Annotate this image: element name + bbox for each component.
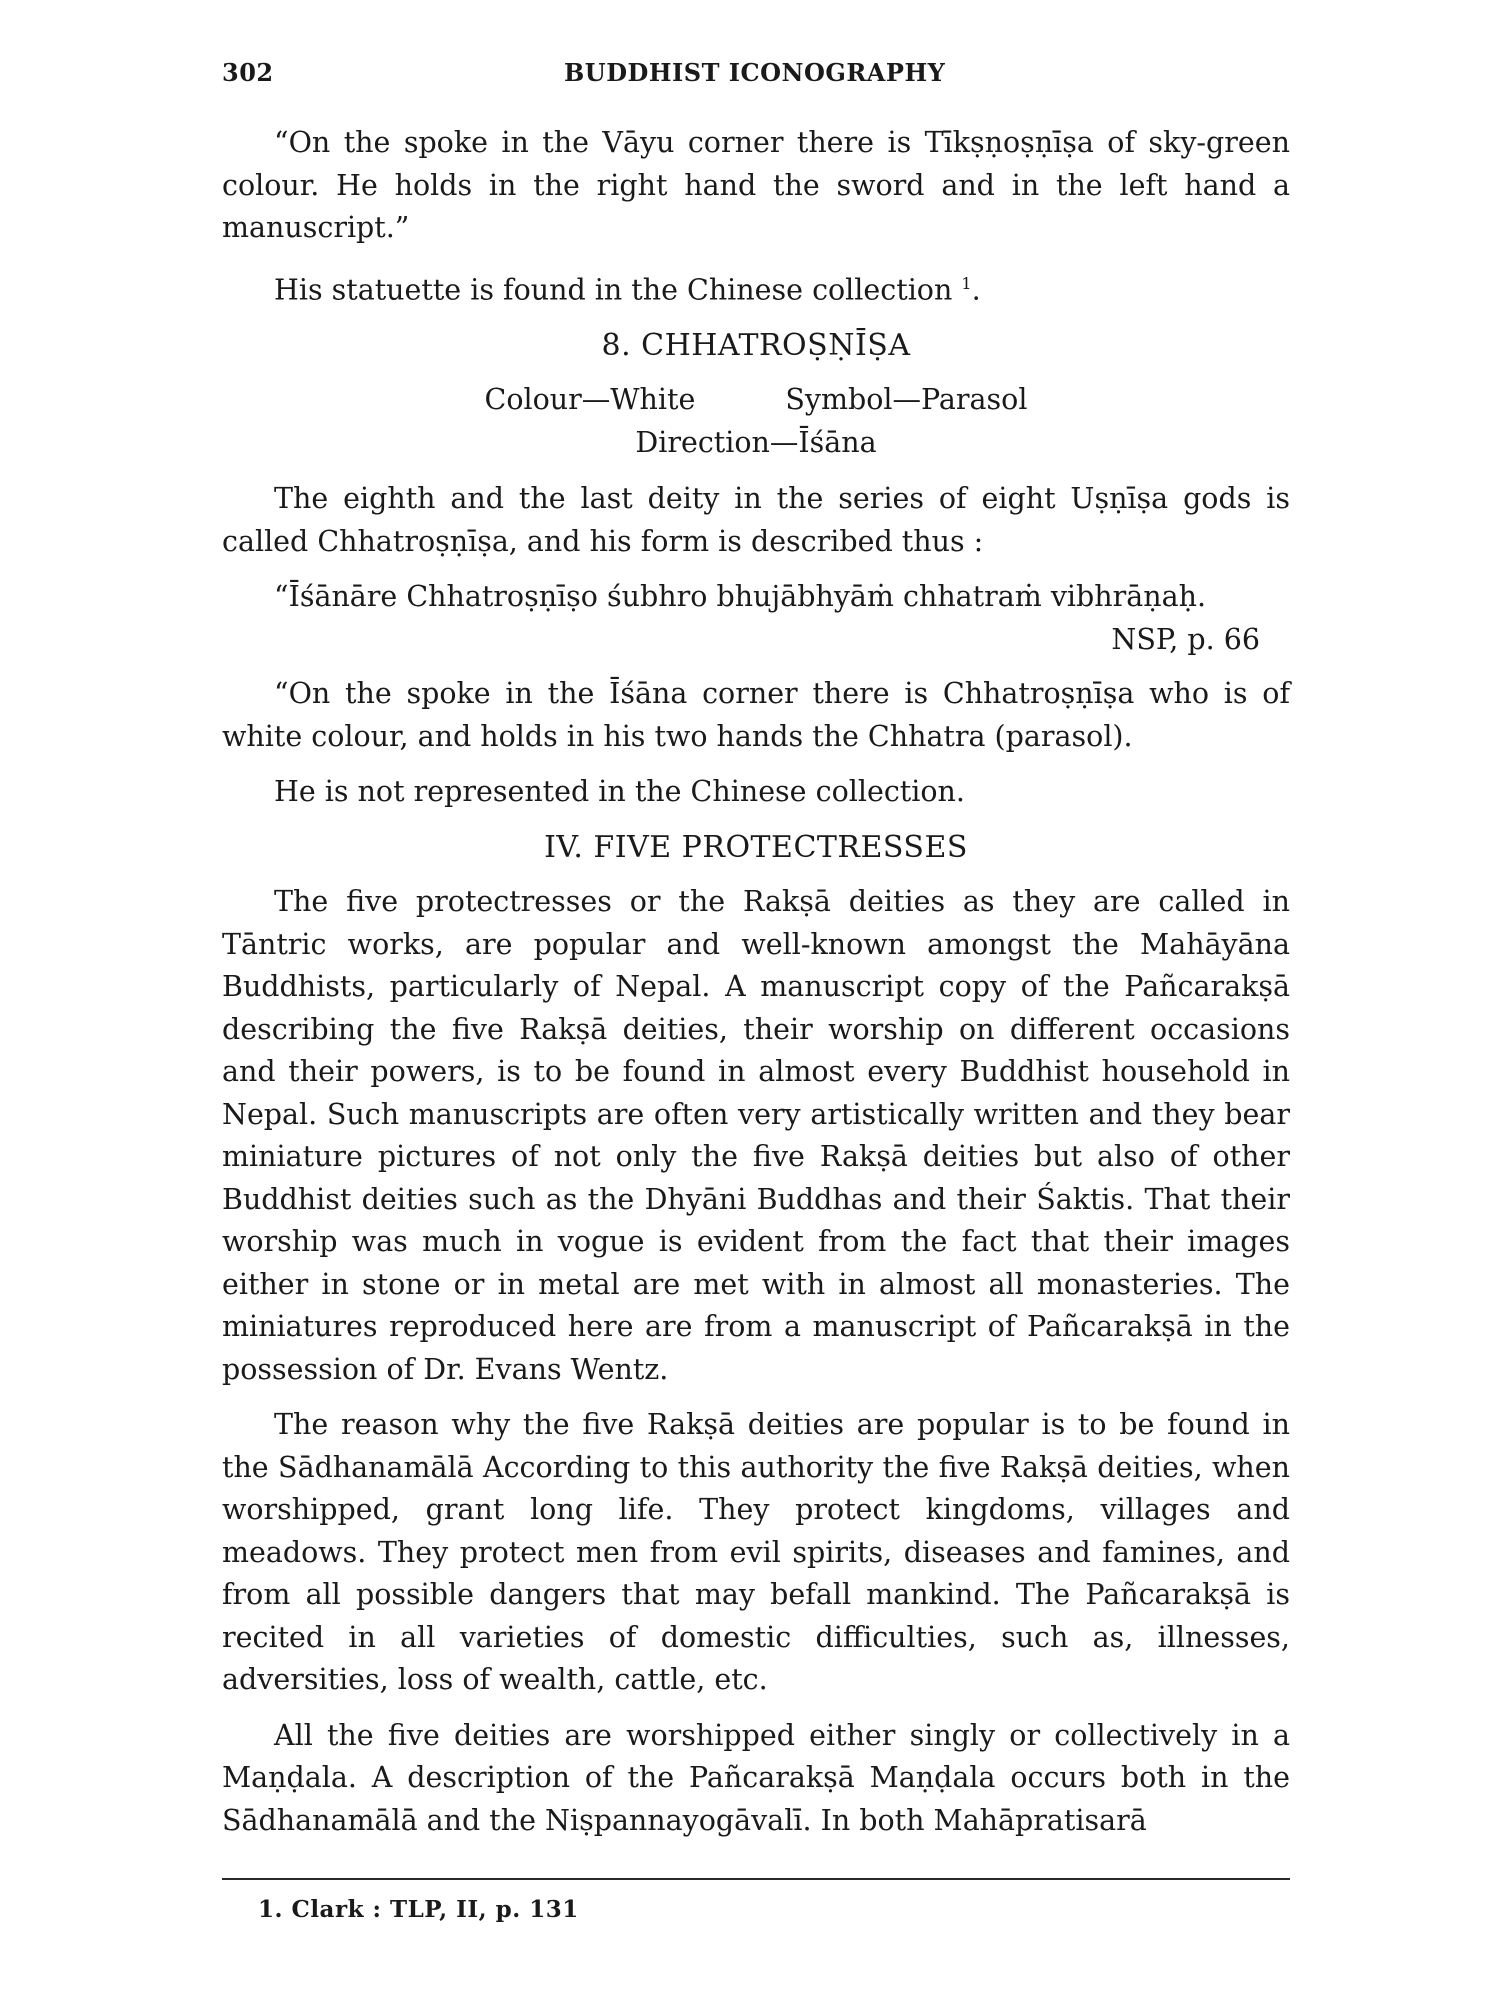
paragraph-isana-quote: “On the spoke in the Īśāna corner there is Chhatroṣṇīṣa who is of white colour, and holds in his two hands the Chhatra (parasol). <box>222 677 1290 753</box>
running-title: BUDDHIST ICONOGRAPHY <box>564 58 946 87</box>
deity-direction: Direction—Īśāna <box>635 425 877 459</box>
footnote-marker: 1 <box>961 273 972 293</box>
deity-attributes <box>222 379 1290 422</box>
paragraph-protectresses: The five protectresses or the Rakṣā deities as they are called in Tāntric works, are popular and well-known amongst the Mahāyāna Buddhists, particularly of Nepal. A manuscript copy of the Pañcarakṣā describing the five Rakṣā deities, their worship on different occasions and their powers, is to be found in almost every Buddhist household in Nepal. Such manuscripts are often very artistically written and they bear miniature pictures of not only the five Rakṣā deities but also of other Buddhist deities such as the Dhyāni Buddhas and their Śaktis. That their worship was much in vogue is evident from the fact that their images either in stone or in metal are met with in almost all monasteries. The miniatures reproduced here are from a manuscript of Pañcarakṣā in the possession of Dr. Evans Wentz. <box>222 885 1290 1386</box>
paragraph-not-represented: He is not represented in the Chinese collection. <box>274 775 965 808</box>
section-8-title: 8. CHHATROṢṆĪṢA <box>601 327 911 363</box>
paragraph-vayu-quote: “On the spoke in the Vāyu corner there is Tīkṣṇoṣṇīṣa of sky-green colour. He holds in the right hand the sword and in the left hand a manuscript.” <box>222 126 1290 244</box>
page-number: 302 <box>222 58 274 87</box>
paragraph-mandala: All the five deities are worshipped either singly or collectively in a Maṇḍala. A description of the Pañcarakṣā Maṇḍala occurs both in the Sādhanamālā and the Niṣpannayogāvalī. In both Mahāpratisarā <box>222 1718 1290 1837</box>
footnote-divider <box>222 1878 1290 1880</box>
paragraph-reason: The reason why the five Rakṣā deities are popular is to be found in the Sādhanamālā According to this authority the five Rakṣā deities, when worshipped, grant long life. They protect kingdoms, villages and meadows. They protect men from evil spirits, diseases and famines, and from all possible dangers that may befall mankind. The Pañcarakṣā is recited in all varieties of domestic difficulties, such as, illnesses, adversities, loss of wealth, cattle, etc. <box>222 1408 1290 1696</box>
main-text <box>222 122 1290 1855</box>
paragraph-statuette: His statuette is found in the Chinese collection $^1$. <box>274 273 981 306</box>
deity-colour: Colour—White <box>484 383 696 416</box>
deity-symbol: Symbol—Parasol <box>785 383 1028 416</box>
footnote: 1. Clark : TLP, II, p. 131 <box>258 1896 579 1923</box>
verse-citation: NSP, p. 66 <box>1111 622 1260 656</box>
paragraph-eighth-deity: The eighth and the last deity in the series of eight Uṣṇīṣa gods is called Chhatroṣṇīṣa, and his form is described thus : <box>222 482 1290 558</box>
section-iv-title: IV. FIVE PROTECTRESSES <box>544 829 968 865</box>
statuette-text: His statuette is found in the Chinese collection <box>274 273 953 306</box>
sanskrit-verse: “Īśānāre Chhatroṣṇīṣo śubhro bhujābhyāṁ chhatraṁ vibhrāṇaḥ. <box>274 580 1207 613</box>
